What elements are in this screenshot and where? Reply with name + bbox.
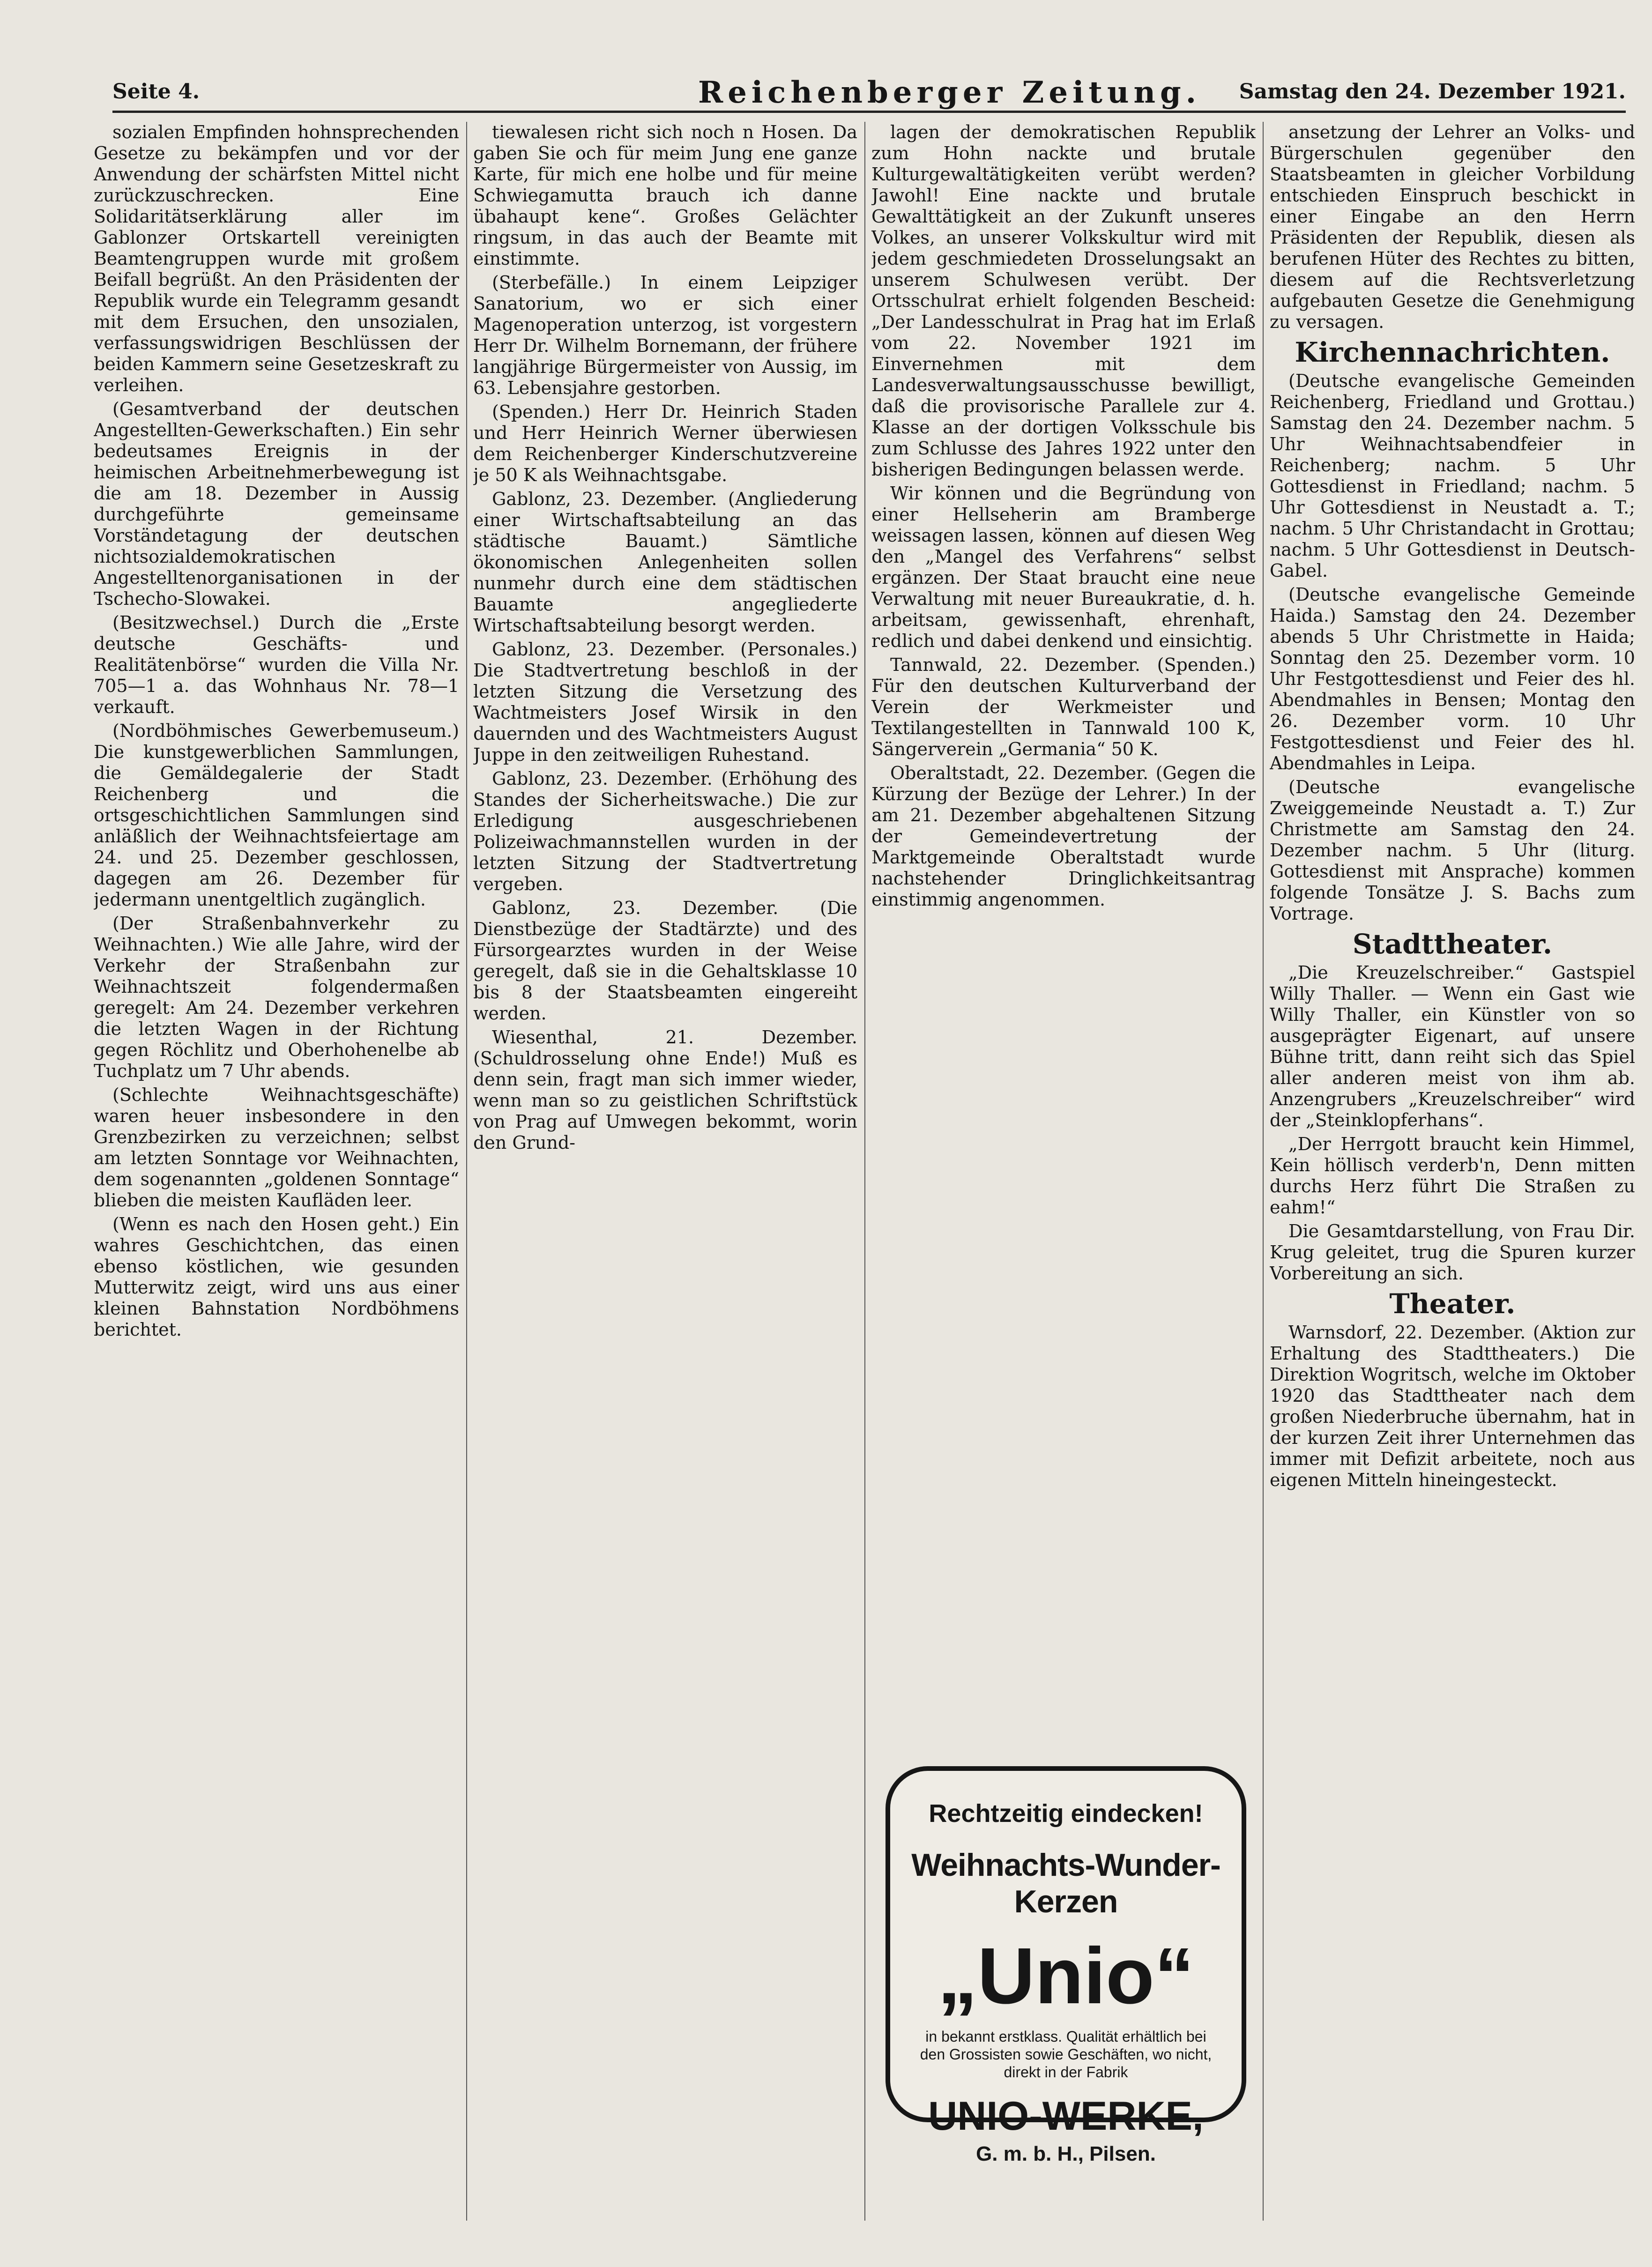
column-divider	[1263, 122, 1264, 2221]
ad-company-location: G. m. b. H., Pilsen.	[976, 2142, 1156, 2165]
article-quote: „Der Herrgott braucht kein Himmel, Kein höllisch verderb'n, Denn mitten durchs Herz führt Die Straßen zu eahm!“	[1270, 1134, 1635, 1218]
ad-product: Weihnachts-Wunder-Kerzen	[911, 1847, 1220, 1919]
page-header	[112, 75, 1626, 108]
article-paragraph: Gablonz, 23. Dezember. (Erhöhung des Standes der Sicherheitswache.) Die zur Erledigung ausgeschriebenen Polizeiwachmannstellen wurden in der letzten Sitzung der Stadtvertretung vergeben.	[473, 768, 857, 894]
column-3	[871, 122, 1256, 1752]
article-paragraph: (Spenden.) Herr Dr. Heinrich Staden und Herr Heinrich Werner überwiesen dem Reichenberger Kinderschutzvereine je 50 K als Weihnachtsgabe.	[473, 401, 857, 485]
article-paragraph: Oberaltstadt, 22. Dezember. (Gegen die Kürzung der Bezüge der Lehrer.) In der am 21. Dezember abgehaltenen Sitzung der Gemeindevertretung der Marktgemeinde Oberaltstadt wurde nachstehender Dringlichkeitsantrag einstimmig angenommen.	[871, 763, 1256, 910]
article-paragraph: Gablonz, 23. Dezember. (Die Dienstbezüge der Stadtärzte) und des Fürsorgearztes wurden in der Weise geregelt, daß sie in die Gehaltsklasse 10 bis 8 der Staatsbeamten eingereiht werden.	[473, 898, 857, 1024]
article-paragraph: (Nordböhmisches Gewerbemuseum.) Die kunstgewerblichen Sammlungen, die Gemäldegalerie der Stadt Reichenberg und die ortsgeschichtlichen Sammlungen sind anläßlich der Weihnachtsfeiertage am 24. und 25. Dezember geschlossen, dagegen am 26. Dezember für jedermann unentgeltlich zugänglich.	[94, 721, 459, 910]
section-title-kirchen: Kirchennachrichten.	[1295, 336, 1610, 368]
article-paragraph: lagen der demokratischen Republik zum Hohn nackte und brutale Kulturgewaltätigkeiten verübt werden? Jawohl! Eine nackte und brutale Gewalttätigkeit an der Zukunft unseres Volkes, an unserer Volkskultur wird mit jedem geschmiedeten Drosselungsakt an unserem Schulwesen verübt. Der Ortsschulrat erhielt folgenden Bescheid: „Der Landesschulrat in Prag hat im Erlaß vom 22. November 1921 im Einvernehmen mit dem Landesverwaltungsausschusse bewilligt, daß die provisorische Parallele zur 4. Klasse an der dortigen Volksschule bis zum Schlusse des Jahres 1922 unter den bisherigen Bedingungen belassen werde.	[871, 122, 1256, 480]
column-2	[473, 122, 857, 2221]
article-paragraph: Tannwald, 22. Dezember. (Spenden.) Für den deutschen Kulturverband der Verein der Werkmeister und Textilangestellten in Tannwald 100 K, Sängerverein „Germania“ 50 K.	[871, 654, 1256, 759]
article-paragraph: ansetzung der Lehrer an Volks- und Bürgerschulen gegenüber den Staatsbeamten in gleicher Vorbildung entschieden Einspruch beschickt in einer Eingabe an den Herrn Präsidenten der Republik, diesen als berufenen Hüter des Rechtes zu bitten, diesem auf die Rechtsverletzung aufgebauten Gesetze die Genehmigung zu versagen.	[1270, 122, 1635, 332]
ad-company: UNIO-WERKE,	[928, 2094, 1204, 2139]
article-paragraph: tiewalesen richt sich noch n Hosen. Da gaben Sie och für meim Jung ene ganze Karte, für mich ene holbe und für meine Schwiegamutta brauch ich danne übahaupt kene“. Großes Gelächter ringsum, in das auch der Beamte mit einstimmte.	[473, 122, 857, 269]
article-paragraph: Gablonz, 23. Dezember. (Angliederung einer Wirtschaftsabteilung an das städtische Bauamt.) Sämtliche ökonomischen Anlegenheiten sollen nunmehr durch eine dem städtischen Bauamte angegliederte Wirtschaftsabteilung besorgt werden.	[473, 489, 857, 636]
article-paragraph: (Deutsche evangelische Zweiggemeinde Neustadt a. T.) Zur Christmette am Samstag den 24. Dezember nachm. 5 Uhr (liturg. Gottesdienst mit Ansprache) kommen folgende Tonsätze J. S. Bachs zum Vortrage.	[1270, 777, 1635, 924]
ad-brand: „Unio“	[938, 1932, 1194, 2021]
article-paragraph: (Sterbefälle.) In einem Leipziger Sanatorium, wo er sich einer Magenoperation unterzog, ist vorgestern Herr Dr. Wilhelm Bornemann, der frühere langjährige Bürgermeister von Aussig, im 63. Lebensjahre gestorben.	[473, 272, 857, 398]
column-divider	[466, 122, 467, 2221]
article-paragraph: (Gesamtverband der deutschen Angestellten-Gewerkschaften.) Ein sehr bedeutsames Ereignis in der heimischen Arbeitnehmerbewegung ist die am 18. Dezember in Aussig durchgeführte gemeinsame Vorständetagung der deutschen nichtsozialdemokratischen Angestelltenorganisationen in der Tschecho-Slowakei.	[94, 399, 459, 609]
issue-date: Samstag den 24. Dezember 1921.	[1239, 80, 1626, 104]
article-paragraph: (Schlechte Weihnachtsgeschäfte) waren heuer insbesondere in den Grenzbezirken zu verzeichnen; selbst am letzten Sonntage vor Weihnachten, dem sogenannten „goldenen Sonntage“ blieben die meisten Kaufläden leer.	[94, 1085, 459, 1211]
advertisement-unio	[886, 1766, 1246, 2165]
article-paragraph: Wir können und die Begründung von einer Hellseherin am Bramberge weissagen lassen, können auf diesen Weg den „Mangel des Verfahrens“ selbst ergänzen. Der Staat braucht eine neue Verwaltung mit neuer Bureaukratie, d. h. arbeitsam, gewissenhaft, ehrenhaft, redlich und dabei denkend und einsichtig.	[871, 483, 1256, 651]
article-paragraph: sozialen Empfinden hohnsprechenden Gesetze zu bekämpfen und vor der Anwendung der schärfsten Mittel nicht zurückzuschrecken. Eine Solidaritätserklärung aller im Gablonzer Ortskartell vereinigten Beamtengruppen wurde mit großem Beifall begrüßt. An den Präsidenten der Republik wurde ein Telegramm gesandt mit dem Ersuchen, den unsozialen, verfassungswidrigen Beschlüssen der beiden Kammern seine Gesetzeskraft zu verleihen.	[94, 122, 459, 395]
article-paragraph: (Deutsche evangelische Gemeinde Haida.) Samstag den 24. Dezember abends 5 Uhr Christmette in Haida; Sonntag den 25. Dezember vorm. 10 Uhr Festgottesdienst und Feier des hl. Abendmahles in Bensen; Montag den 26. Dezember vorm. 10 Uhr Festgottesdienst und Feier des hl. Abendmahles in Leipa.	[1270, 584, 1635, 773]
article-paragraph: (Der Straßenbahnverkehr zu Weihnachten.) Wie alle Jahre, wird der Verkehr der Straßenbahn zur Weihnachtszeit folgendermaßen geregelt: Am 24. Dezember verkehren die letzten Wagen in der Richtung gegen Röchlitz und Oberhohenelbe ab Tuchplatz um 7 Uhr abends.	[94, 913, 459, 1081]
section-title-theater: Theater.	[1389, 1288, 1516, 1320]
newspaper-title: Reichenberger Zeitung.	[698, 75, 1201, 110]
column-1	[94, 122, 459, 2221]
article-paragraph: Wiesenthal, 21. Dezember. (Schuldrosselung ohne Ende!) Muß es denn sein, fragt man sich immer wieder, wenn man so zu geistlichen Schriftstück von Prag auf Umwegen bekommt, worin den Grund-	[473, 1027, 857, 1153]
article-paragraph: Warnsdorf, 22. Dezember. (Aktion zur Erhaltung des Stadttheaters.) Die Direktion Wogritsch, welche im Oktober 1920 das Stadttheater nach dem großen Niederbruche übernahm, hat in der kurzen Zeit ihrer Unternehmen das immer mit Defizit arbeitete, noch aus eigenen Mitteln hineingesteckt.	[1270, 1322, 1635, 1490]
article-paragraph: Gablonz, 23. Dezember. (Personales.) Die Stadtvertretung beschloß in der letzten Sitzung die Versetzung des Wachtmeisters Josef Wirsik in den dauernden und des Wachtmeisters August Juppe in den zeitweiligen Ruhestand.	[473, 639, 857, 765]
column-4	[1270, 122, 1635, 2221]
article-paragraph: (Deutsche evangelische Gemeinden Reichenberg, Friedland und Grottau.) Samstag den 24. Dezember nachm. 5 Uhr Weihnachtsabendfeier in Reichenberg; nachm. 5 Uhr Gottesdienst in Friedland; nachm. 5 Uhr Gottesdienst in Neustadt a. T.; nachm. 5 Uhr Christandacht in Grottau; nachm. 5 Uhr Gottesdienst in Deutsch-Gabel.	[1270, 371, 1635, 581]
page-number: Seite 4.	[112, 80, 200, 104]
article-paragraph: (Wenn es nach den Hosen geht.) Ein wahres Geschichtchen, das einen ebenso köstlichen, wie gesunden Mutterwitz zeigt, wird uns aus einer kleinen Bahnstation Nordböhmens berichtet.	[94, 1214, 459, 1340]
ad-details: in bekannt erstklass. Qualität erhältlich bei den Grossisten sowie Geschäften, wo nicht, direkt in der Fabrik	[920, 2028, 1212, 2081]
article-paragraph: (Besitzwechsel.) Durch die „Erste deutsche Geschäfts- und Realitätenbörse“ wurden die Villa Nr. 705—1 a. das Wohnhaus Nr. 78—1 verkauft.	[94, 612, 459, 717]
article-paragraph: „Die Kreuzelschreiber.“ Gastspiel Willy Thaller. — Wenn ein Gast wie Willy Thaller, ein Künstler von so ausgeprägter Eigenart, auf unsere Bühne tritt, dann reiht sich das Spiel aller anderen meist von ihm ab. Anzengrubers „Kreuzelschreiber“ wird der „Steinklopferhans“.	[1270, 962, 1635, 1130]
header-rule	[112, 111, 1626, 113]
ad-headline: Rechtzeitig eindecken!	[929, 1799, 1203, 1828]
column-divider	[864, 122, 865, 2221]
article-paragraph: Die Gesamtdarstellung, von Frau Dir. Krug geleitet, trug die Spuren kurzer Vorbereitung an sich.	[1270, 1221, 1635, 1284]
section-title-stadttheater: Stadttheater.	[1352, 928, 1553, 960]
